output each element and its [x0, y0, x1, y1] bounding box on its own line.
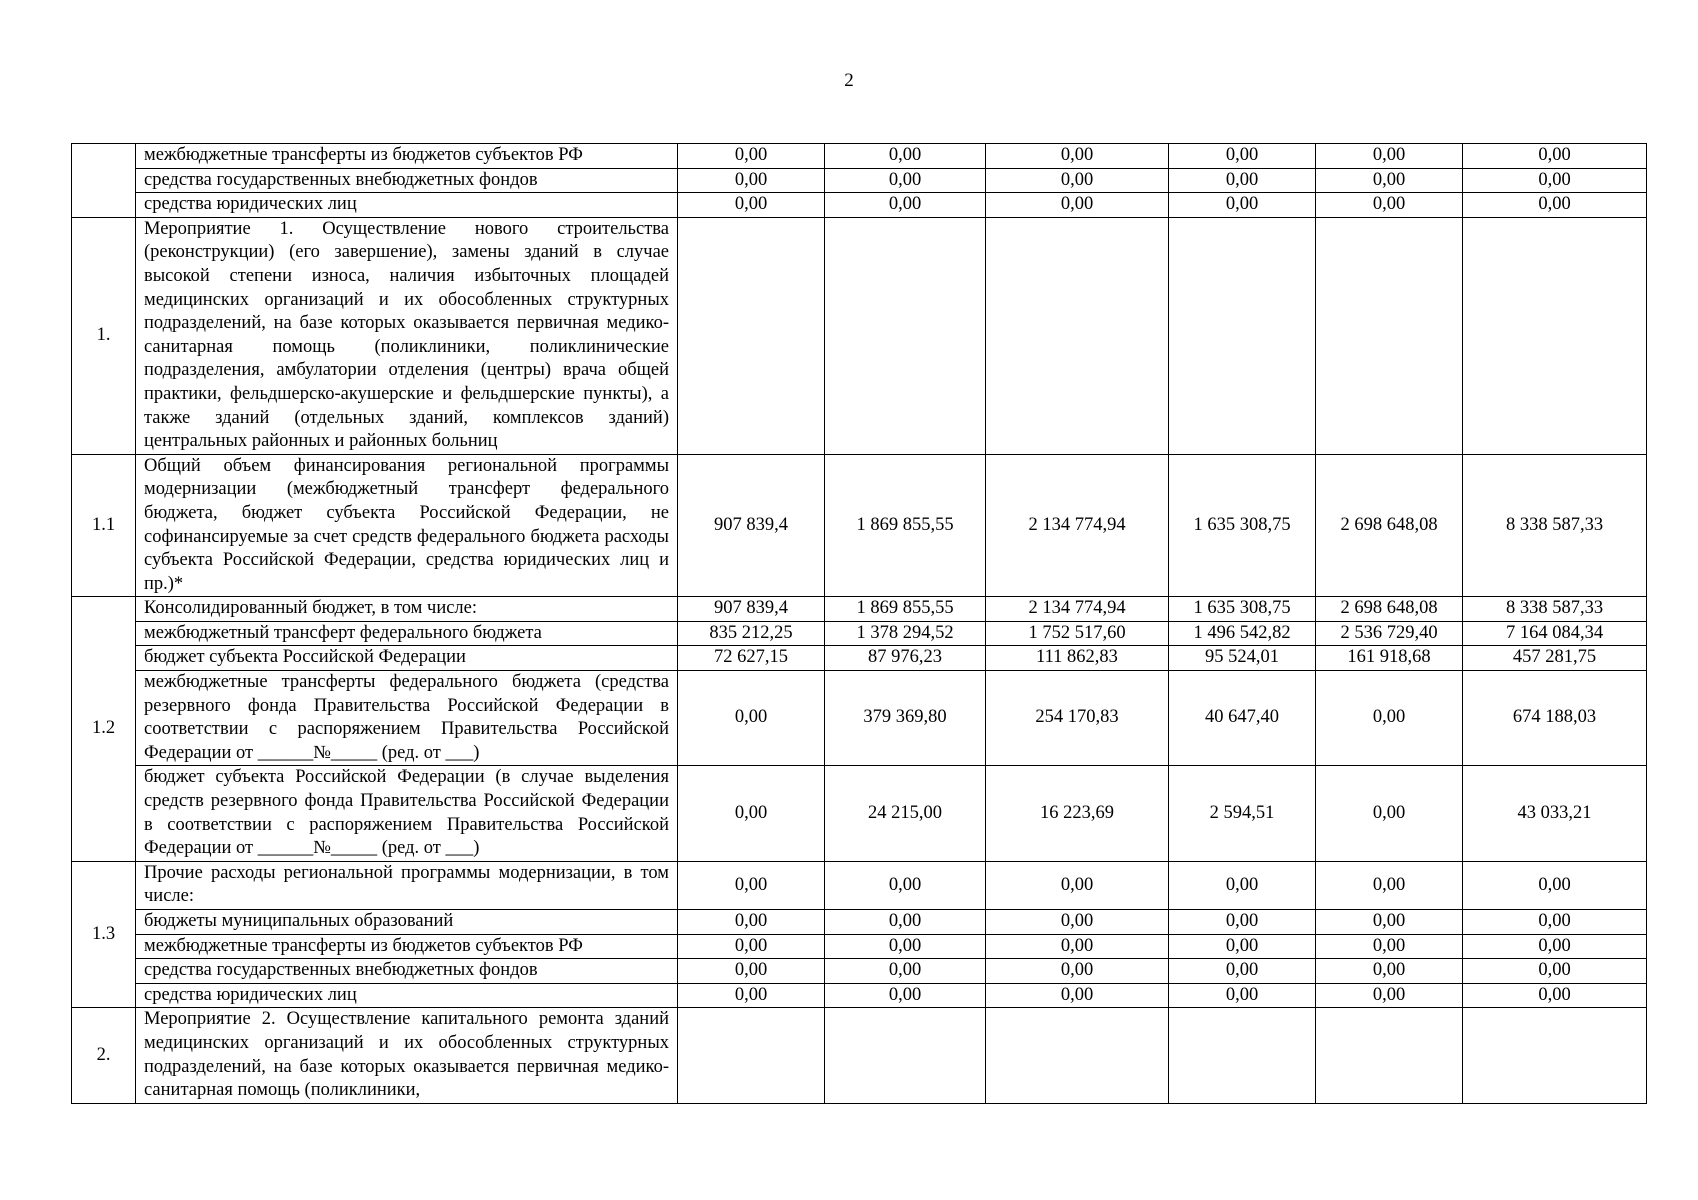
- value-cell: 1 869 855,55: [825, 597, 986, 622]
- page-number: 2: [844, 70, 854, 91]
- table-row: [72, 621, 1647, 646]
- row-description: средства государственных внебюджетных фондов: [136, 168, 678, 193]
- value-cell: 0,00: [986, 144, 1169, 169]
- empty-cell: [986, 217, 1169, 454]
- row-number: 1.1: [72, 454, 136, 597]
- row-number: [72, 144, 136, 218]
- value-cell: 0,00: [1169, 910, 1316, 935]
- row-number: 1.: [72, 217, 136, 454]
- value-cell: 0,00: [1169, 861, 1316, 909]
- row-description: бюджеты муниципальных образований: [136, 910, 678, 935]
- funding-table: [71, 143, 1647, 1104]
- table-row: [72, 671, 1647, 766]
- empty-cell: [1463, 217, 1647, 454]
- empty-cell: [986, 1008, 1169, 1103]
- value-cell: 72 627,15: [678, 646, 825, 671]
- empty-cell: [1316, 217, 1463, 454]
- row-description: бюджет субъекта Российской Федерации (в случае выделения средств резервного фонда Правительства Российской Федерации в соответствии с распоряжением Правительства Российской Федерации от ______№_____ (ред. от ___): [136, 766, 678, 861]
- value-cell: 2 134 774,94: [986, 454, 1169, 597]
- value-cell: 43 033,21: [1463, 766, 1647, 861]
- empty-cell: [825, 1008, 986, 1103]
- row-description: Консолидированный бюджет, в том числе:: [136, 597, 678, 622]
- table-row: [72, 144, 1647, 169]
- value-cell: 0,00: [678, 671, 825, 766]
- value-cell: 40 647,40: [1169, 671, 1316, 766]
- value-cell: 835 212,25: [678, 621, 825, 646]
- value-cell: 0,00: [678, 983, 825, 1008]
- value-cell: 16 223,69: [986, 766, 1169, 861]
- value-cell: 1 378 294,52: [825, 621, 986, 646]
- value-cell: 0,00: [986, 193, 1169, 218]
- row-description: межбюджетный трансферт федерального бюджета: [136, 621, 678, 646]
- table-row: [72, 1008, 1647, 1103]
- empty-cell: [1463, 1008, 1647, 1103]
- value-cell: 0,00: [1316, 671, 1463, 766]
- value-cell: 0,00: [986, 959, 1169, 984]
- table-row: [72, 217, 1647, 454]
- value-cell: 0,00: [1463, 959, 1647, 984]
- value-cell: 907 839,4: [678, 597, 825, 622]
- value-cell: 0,00: [1316, 766, 1463, 861]
- value-cell: 0,00: [1316, 144, 1463, 169]
- empty-cell: [1169, 217, 1316, 454]
- value-cell: 1 635 308,75: [1169, 454, 1316, 597]
- row-description: средства юридических лиц: [136, 983, 678, 1008]
- empty-cell: [825, 217, 986, 454]
- row-description: средства юридических лиц: [136, 193, 678, 218]
- value-cell: 0,00: [1316, 193, 1463, 218]
- value-cell: 0,00: [986, 934, 1169, 959]
- value-cell: 0,00: [678, 168, 825, 193]
- row-description: Мероприятие 1. Осуществление нового строительства (реконструкции) (его завершение), замены зданий в случае высокой степени износа, наличия избыточных площадей медицинских организаций и их обособленных структурных подразделений, на базе которых оказывается первичная медико-санитарная помощь (поликлиники, поликлинические подразделения, амбулатории отделения (центры) врача общей практики, фельдшерско-акушерские и фельдшерские пункты), а также зданий (отдельных зданий, комплексов зданий) центральных районных и районных больниц: [136, 217, 678, 454]
- row-description: межбюджетные трансферты федерального бюджета (средства резервного фонда Правительства Российской Федерации в соответствии с распоряжением Правительства Российской Федерации от ______№_____ (ред. от ___): [136, 671, 678, 766]
- table-row: [72, 168, 1647, 193]
- value-cell: 0,00: [825, 193, 986, 218]
- row-description: средства государственных внебюджетных фондов: [136, 959, 678, 984]
- table-row: [72, 934, 1647, 959]
- value-cell: 1 496 542,82: [1169, 621, 1316, 646]
- value-cell: 0,00: [1463, 193, 1647, 218]
- row-number: 1.3: [72, 861, 136, 1008]
- value-cell: 0,00: [1463, 861, 1647, 909]
- value-cell: 1 635 308,75: [1169, 597, 1316, 622]
- value-cell: 7 164 084,34: [1463, 621, 1647, 646]
- row-description: бюджет субъекта Российской Федерации: [136, 646, 678, 671]
- value-cell: 0,00: [1169, 168, 1316, 193]
- value-cell: 907 839,4: [678, 454, 825, 597]
- value-cell: 0,00: [825, 934, 986, 959]
- table-row: [72, 646, 1647, 671]
- value-cell: 0,00: [1463, 168, 1647, 193]
- value-cell: 379 369,80: [825, 671, 986, 766]
- row-number: 2.: [72, 1008, 136, 1103]
- value-cell: 95 524,01: [1169, 646, 1316, 671]
- value-cell: 0,00: [986, 168, 1169, 193]
- table-row: [72, 597, 1647, 622]
- value-cell: 24 215,00: [825, 766, 986, 861]
- value-cell: 0,00: [825, 959, 986, 984]
- value-cell: 1 869 855,55: [825, 454, 986, 597]
- value-cell: 0,00: [1316, 934, 1463, 959]
- value-cell: 2 536 729,40: [1316, 621, 1463, 646]
- value-cell: 0,00: [678, 934, 825, 959]
- value-cell: 0,00: [678, 861, 825, 909]
- value-cell: 0,00: [1463, 934, 1647, 959]
- empty-cell: [678, 1008, 825, 1103]
- value-cell: 0,00: [825, 168, 986, 193]
- value-cell: 0,00: [1463, 983, 1647, 1008]
- row-description: межбюджетные трансферты из бюджетов субъектов РФ: [136, 144, 678, 169]
- value-cell: 87 976,23: [825, 646, 986, 671]
- empty-cell: [678, 217, 825, 454]
- table-row: [72, 983, 1647, 1008]
- table-row: [72, 959, 1647, 984]
- value-cell: 2 698 648,08: [1316, 454, 1463, 597]
- value-cell: 254 170,83: [986, 671, 1169, 766]
- row-description: Мероприятие 2. Осуществление капитального ремонта зданий медицинских организаций и их обособленных структурных подразделений, на базе которых оказывается первичная медико-санитарная помощь (поликлиники,: [136, 1008, 678, 1103]
- row-number: 1.2: [72, 597, 136, 862]
- value-cell: 0,00: [1463, 144, 1647, 169]
- empty-cell: [1169, 1008, 1316, 1103]
- value-cell: 0,00: [986, 910, 1169, 935]
- value-cell: 0,00: [825, 983, 986, 1008]
- empty-cell: [1316, 1008, 1463, 1103]
- value-cell: 0,00: [1316, 168, 1463, 193]
- value-cell: 0,00: [1463, 910, 1647, 935]
- value-cell: 8 338 587,33: [1463, 597, 1647, 622]
- value-cell: 0,00: [1316, 861, 1463, 909]
- value-cell: 674 188,03: [1463, 671, 1647, 766]
- value-cell: 0,00: [1169, 193, 1316, 218]
- row-description: Прочие расходы региональной программы модернизации, в том числе:: [136, 861, 678, 909]
- value-cell: 0,00: [825, 861, 986, 909]
- value-cell: 0,00: [1169, 959, 1316, 984]
- table-row: [72, 910, 1647, 935]
- value-cell: 0,00: [825, 910, 986, 935]
- value-cell: 0,00: [678, 910, 825, 935]
- value-cell: 0,00: [1169, 144, 1316, 169]
- value-cell: 2 698 648,08: [1316, 597, 1463, 622]
- value-cell: 0,00: [825, 144, 986, 169]
- value-cell: 111 862,83: [986, 646, 1169, 671]
- value-cell: 0,00: [678, 766, 825, 861]
- value-cell: 8 338 587,33: [1463, 454, 1647, 597]
- table-row: [72, 454, 1647, 597]
- value-cell: 161 918,68: [1316, 646, 1463, 671]
- table-row: [72, 861, 1647, 909]
- value-cell: 0,00: [1316, 910, 1463, 935]
- value-cell: 0,00: [678, 959, 825, 984]
- value-cell: 0,00: [986, 983, 1169, 1008]
- value-cell: 1 752 517,60: [986, 621, 1169, 646]
- value-cell: 457 281,75: [1463, 646, 1647, 671]
- value-cell: 0,00: [1169, 983, 1316, 1008]
- row-description: Общий объем финансирования региональной программы модернизации (межбюджетный трансферт федерального бюджета, бюджет субъекта Российской Федерации, не софинансируемые за счет средств федерального бюджета расходы субъекта Российской Федерации, средства юридических лиц и пр.)*: [136, 454, 678, 597]
- value-cell: 2 594,51: [1169, 766, 1316, 861]
- table-row: [72, 193, 1647, 218]
- value-cell: 2 134 774,94: [986, 597, 1169, 622]
- value-cell: 0,00: [1169, 934, 1316, 959]
- value-cell: 0,00: [678, 144, 825, 169]
- row-description: межбюджетные трансферты из бюджетов субъектов РФ: [136, 934, 678, 959]
- value-cell: 0,00: [986, 861, 1169, 909]
- value-cell: 0,00: [1316, 983, 1463, 1008]
- table-row: [72, 766, 1647, 861]
- value-cell: 0,00: [1316, 959, 1463, 984]
- value-cell: 0,00: [678, 193, 825, 218]
